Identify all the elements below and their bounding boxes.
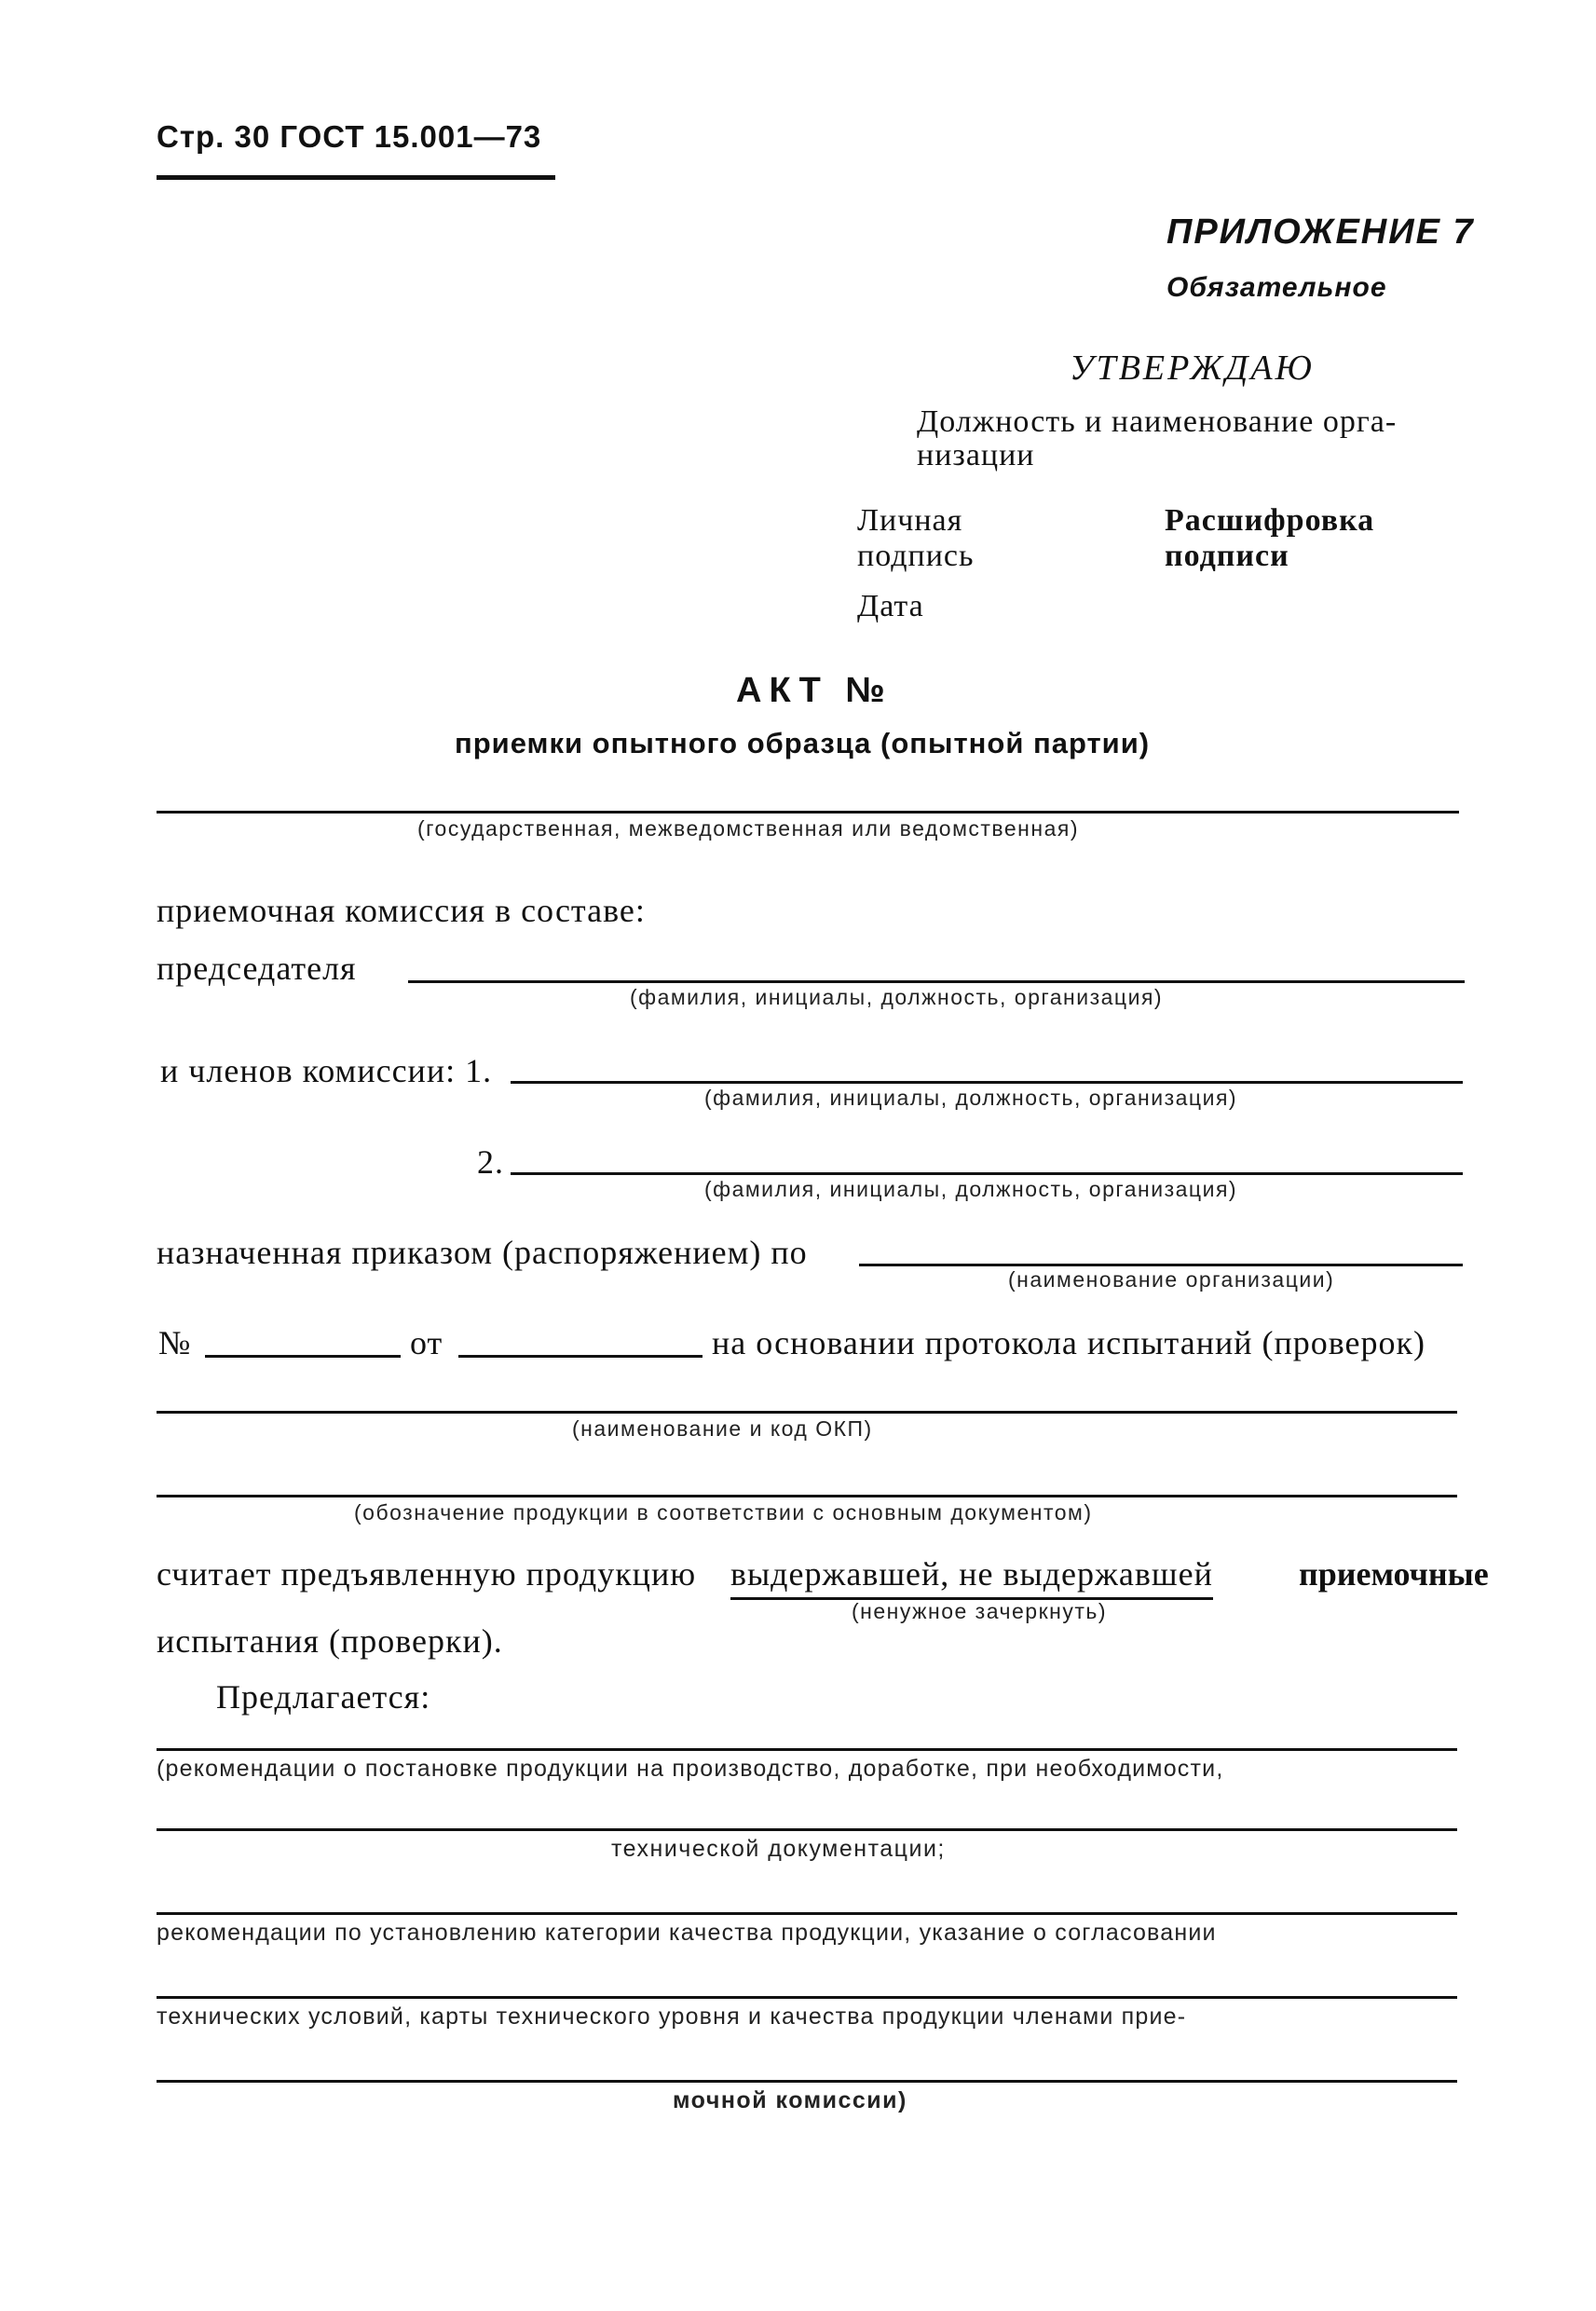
chairman-label: председателя [157, 950, 357, 987]
commission-type-line[interactable] [157, 811, 1459, 814]
signature-label-1: Личная [857, 503, 963, 538]
recommendation-line-3[interactable] [157, 1912, 1457, 1915]
from-label: от [410, 1324, 443, 1361]
member-1-caption: (фамилия, инициалы, должность, организация) [704, 1086, 1238, 1110]
number-label: № [158, 1324, 192, 1361]
number-line[interactable] [205, 1355, 401, 1358]
appointed-org-line[interactable] [859, 1264, 1463, 1266]
position-line-1: Должность и наименование орга- [917, 404, 1398, 439]
product-name-line[interactable] [157, 1411, 1457, 1414]
chairman-line[interactable] [408, 980, 1465, 983]
chairman-caption: (фамилия, инициалы, должность, организация) [630, 985, 1164, 1009]
protocol-text: на основании протокола испытаний (проверок) [712, 1324, 1426, 1361]
date-label: Дата [857, 589, 924, 623]
running-head-rule [157, 175, 555, 180]
appendix-title: ПРИЛОЖЕНИЕ 7 [1166, 212, 1475, 252]
appointed-label: назначенная приказом (распоряжением) по [157, 1234, 808, 1271]
org-caption: (наименование организации) [1008, 1267, 1335, 1292]
commission-type-caption: (государственная, межведомственная или ведомственная) [417, 816, 1079, 841]
proposed-label: Предлагается: [216, 1678, 431, 1716]
rec-caption-4: технических условий, карты технического уровня и качества продукции членами прие- [157, 2003, 1187, 2030]
member-1-line[interactable] [511, 1081, 1463, 1084]
acceptance-word: приемочные [1299, 1555, 1489, 1593]
member-2-caption: (фамилия, инициалы, должность, организация) [704, 1177, 1238, 1201]
approve-label: УТВЕРЖДАЮ [1070, 349, 1315, 388]
rec-caption-1: (рекомендации о постановке продукции на производство, доработке, при необходимости, [157, 1756, 1224, 1782]
strike-caption: (ненужное зачеркнуть) [852, 1599, 1108, 1623]
signature-label-2: подпись [857, 539, 975, 573]
members-label: и членов комиссии: 1. [160, 1052, 493, 1089]
rec-caption-3: рекомендации по установлению категории качества продукции, указание о согласовании [157, 1920, 1217, 1946]
product-caption: (наименование и код ОКП) [572, 1416, 873, 1441]
rec-caption-2: технической документации; [611, 1836, 946, 1862]
passed-options[interactable]: выдержавшей, не выдержавшей [730, 1554, 1213, 1600]
recommendation-line-1[interactable] [157, 1748, 1457, 1751]
running-head: Стр. 30 ГОСТ 15.001—73 [157, 119, 542, 154]
member-2-label: 2. [477, 1143, 504, 1181]
recommendation-line-5[interactable] [157, 2080, 1457, 2083]
act-subtitle: приемки опытного образца (опытной партии) [455, 727, 1151, 759]
act-title: АКТ № [736, 671, 893, 710]
recommendation-line-2[interactable] [157, 1828, 1457, 1831]
rec-caption-5: мочной комиссии) [673, 2087, 907, 2113]
commission-intro: приемочная комиссия в составе: [157, 892, 646, 929]
designation-caption: (обозначение продукции в соответствии с основным документом) [354, 1500, 1093, 1525]
appendix-status: Обязательное [1166, 272, 1387, 303]
product-designation-line[interactable] [157, 1495, 1457, 1497]
recommendation-line-4[interactable] [157, 1996, 1457, 1999]
tests-text: испытания (проверки). [157, 1622, 503, 1660]
from-date-line[interactable] [458, 1355, 703, 1358]
considers-text: считает предъявленную продукцию [157, 1555, 697, 1593]
decoding-label-2: подписи [1165, 539, 1289, 573]
position-line-2: низации [917, 438, 1035, 472]
decoding-label-1: Расшифровка [1165, 503, 1375, 538]
member-2-line[interactable] [511, 1172, 1463, 1175]
